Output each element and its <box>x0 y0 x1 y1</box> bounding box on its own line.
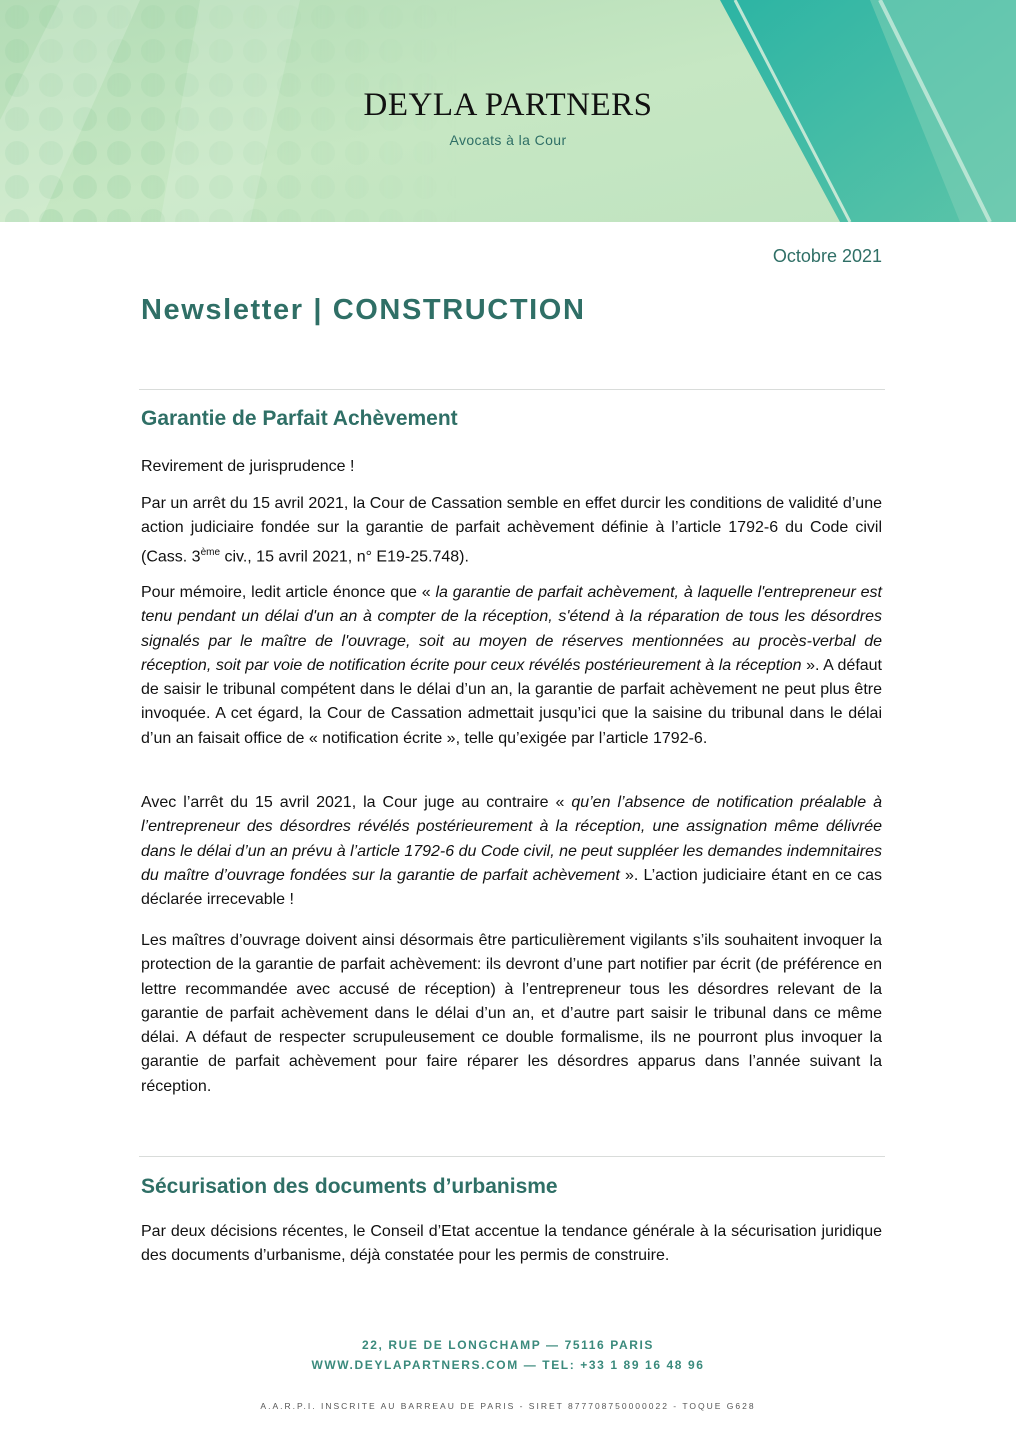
brand-tagline: Avocats à la Cour <box>449 132 567 148</box>
paragraph <box>141 791 882 912</box>
header-banner <box>0 0 1016 222</box>
footer-contact: WWW.DEYLAPARTNERS.COM — TEL: +33 1 89 16 48 96 <box>311 1358 705 1372</box>
brand-block <box>0 86 1016 148</box>
divider <box>139 1156 885 1157</box>
divider <box>139 389 885 390</box>
quote: la garantie de parfait achèvement, à laquelle l'entrepreneur est tenu pendant un délai d'un an à compter de la réception, s'étend à la réparation de tous les désordres signalés par le maître de l'ouvrage, soit au moyen de réserves mentionnées au procès-verbal de réception, soit par voie de notification écrite pour ceux révélés postérieurement à la réception <box>141 584 882 674</box>
quote: qu’en l’absence de notification préalable à l’entrepreneur des désordres révélés postérieurement à la réception, une assignation même délivrée dans le délai d’un an prévu à l’article 1792-6 du Code civil, ne peut suppléer les demandes indemnitaires du maître d’ouvrage fondées sur la garantie de parfait achèvement <box>141 794 882 884</box>
text-run: civ., 15 avril 2021, n° E19-25.748). <box>220 547 469 565</box>
text-run: Par un arrêt du 15 avril 2021, la Cour de Cassation semble en effet durcir les conditions de validité d’une action judiciaire fondée sur la garantie de parfait achèvement définie à l’article 1792-6 du Code civil (Cass. 3 <box>141 495 882 565</box>
brand-name: DEYLA PARTNERS <box>363 87 653 123</box>
section-title-garantie: Garantie de Parfait Achèvement <box>141 407 458 430</box>
footer-legal: A.A.R.P.I. INSCRITE AU BARREAU DE PARIS - SIRET 877708750000022 - TOQUE G628 <box>260 1401 756 1411</box>
superscript: ème <box>200 546 221 558</box>
issue-date: Octobre 2021 <box>772 246 882 266</box>
text-run: Pour mémoire, ledit article énonce que « <box>141 584 436 601</box>
text-run: ». A défaut de saisir le tribunal compétent dans le délai d’un an, la garantie de parfait achèvement ne peut plus être invoquée. A cet égard, la Cour de Cassation admettait jusqu’ici que la saisine du tribunal dans le délai d’un an faisait office de « notification écrite », telle qu’exigée par l’article 1792-6. <box>141 656 883 747</box>
footer-address: 22, RUE DE LONGCHAMP — 75116 PARIS <box>361 1338 655 1352</box>
paragraph: Par deux décisions récentes, le Conseil d’Etat accentue la tendance générale à la sécurisation juridique des documents d’urbanisme, déjà constatée pour les permis de construire. <box>141 1223 882 1265</box>
text-run: Avec l’arrêt du 15 avril 2021, la Cour juge au contraire « <box>141 794 572 811</box>
page-title: Newsletter | CONSTRUCTION <box>141 294 586 326</box>
paragraph <box>141 492 882 569</box>
text-run: ». L’action judiciaire étant en ce cas déclarée irrecevable ! <box>141 866 883 909</box>
paragraph: Les maîtres d’ouvrage doivent ainsi désormais être particulièrement vigilants s’ils souhaitent invoquer la protection de la garantie de parfait achèvement: ils devront d’une part notifier par écrit (de préférence en lettre recommandée avec accusé de réception) à l’entrepreneur tous les désordres relevant de la garantie de parfait achèvement dans le délai d’un an, et d’autre part saisir le tribunal dans ce même délai. A défaut de respecter scrupuleusement ce double formalisme, ils ne pourront plus invoquer la garantie de parfait achèvement pour faire réparer les désordres apparus dans l’année suivant la réception. <box>141 932 882 1095</box>
section-title-urbanisme: Sécurisation des documents d’urbanisme <box>141 1175 558 1198</box>
paragraph: Revirement de jurisprudence ! <box>141 458 355 475</box>
paragraph <box>141 581 882 751</box>
